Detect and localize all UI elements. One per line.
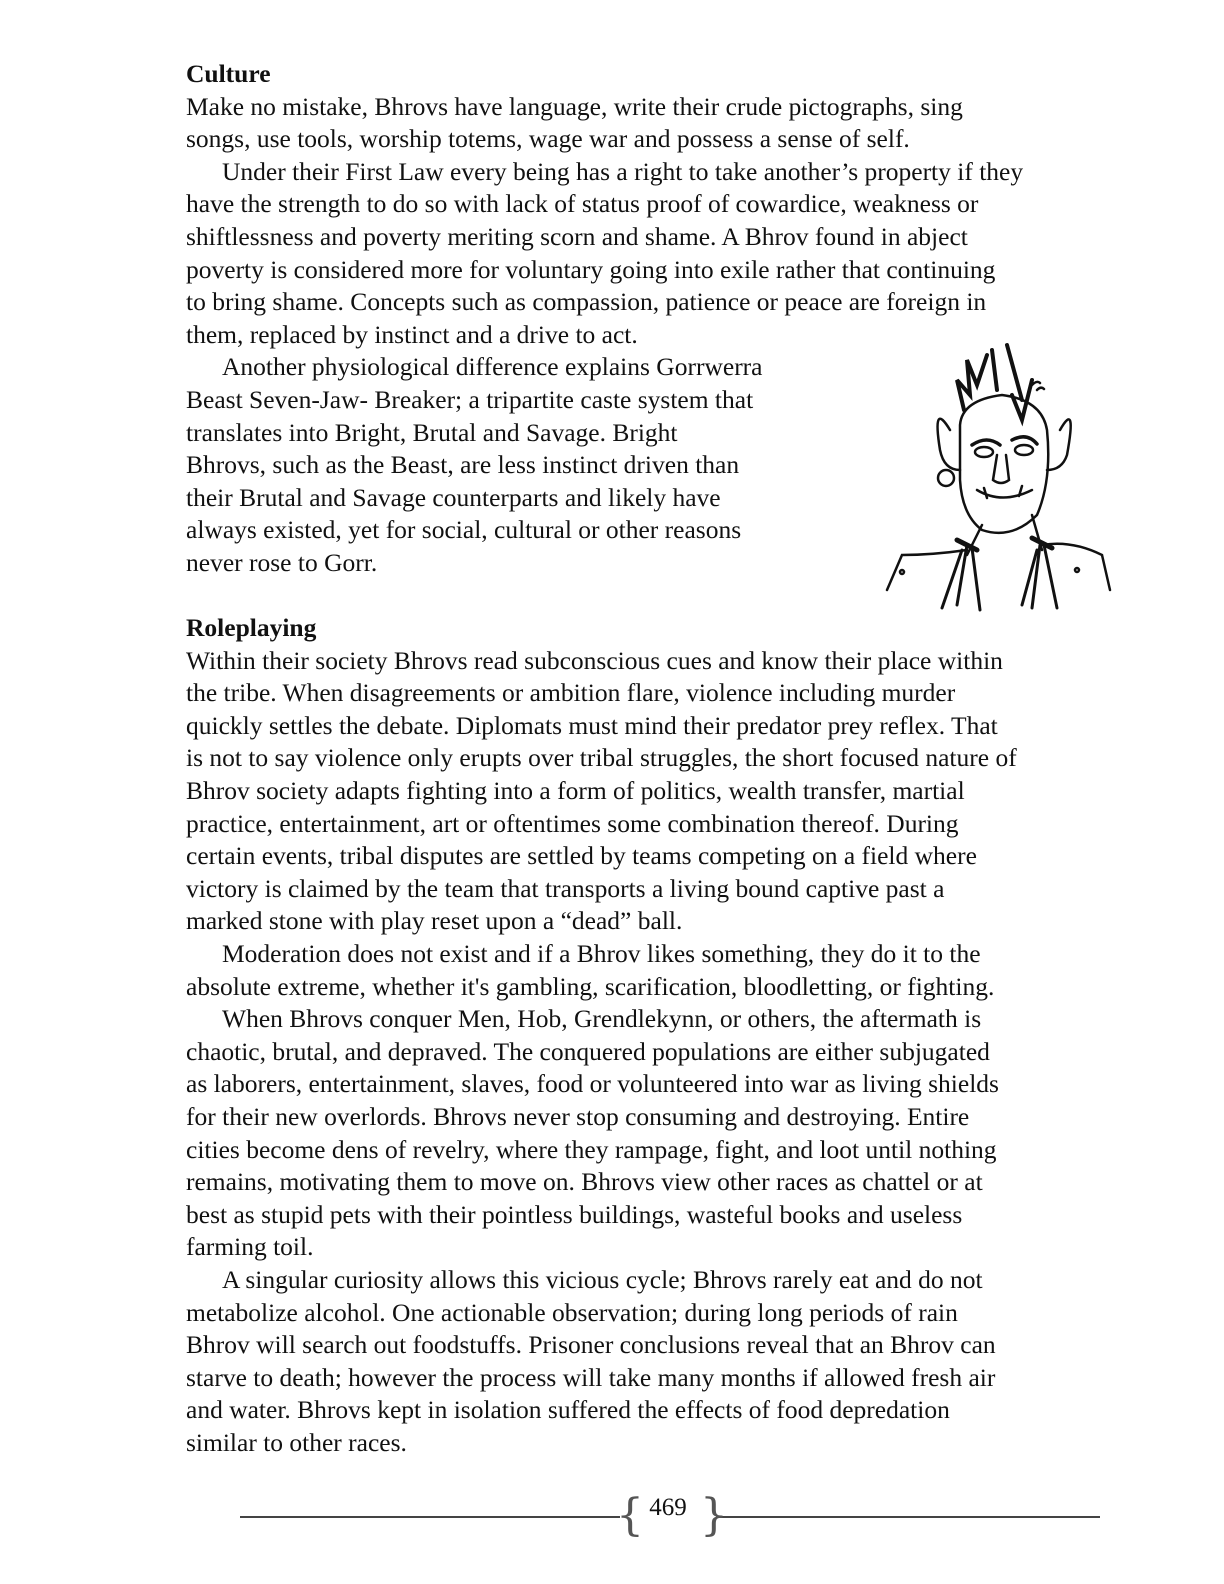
text-line: to bring shame. Concepts such as compassion, patience or peace are foreign in: [186, 287, 987, 317]
text-line: chaotic, brutal, and depraved. The conquered populations are either subjugated: [186, 1036, 990, 1066]
text-line: Moderation does not exist and if a Bhrov likes something, they do it to the: [222, 939, 981, 969]
text-line: Make no mistake, Bhrovs have language, write their crude pictographs, sing: [186, 91, 963, 121]
text-line: never rose to Gorr.: [186, 547, 378, 577]
text-line: starve to death; however the process will take many months if allowed fresh air: [186, 1362, 996, 1392]
text-line: metabolize alcohol. One actionable observation; during long periods of rain: [186, 1297, 958, 1327]
text-line: poverty is considered more for voluntary going into exile rather that continuing: [186, 254, 996, 284]
right-brace-ornament: }: [700, 1490, 728, 1541]
text-line: have the strength to do so with lack of status proof of cowardice, weakness or: [186, 189, 979, 219]
text-line: absolute extreme, whether it's gambling, scarification, bloodletting, or fighting.: [186, 971, 995, 1001]
text-line: practice, entertainment, art or oftentimes some combination thereof. During: [186, 808, 959, 838]
text-line: victory is claimed by the team that transports a living bound captive past a: [186, 873, 945, 903]
text-line: songs, use tools, worship totems, wage war and possess a sense of self.: [186, 124, 910, 154]
paragraph: [186, 156, 1166, 352]
text-line: is not to say violence only erupts over tribal struggles, the short focused nature of: [186, 743, 1017, 773]
text-line: similar to other races.: [186, 1427, 407, 1457]
paragraph: [186, 645, 1166, 938]
text-line: A singular curiosity allows this vicious cycle; Bhrovs rarely eat and do not: [222, 1264, 983, 1294]
text-line: remains, motivating them to move on. Bhrovs view other races as chattel or at: [186, 1167, 983, 1197]
section-heading-roleplaying: Roleplaying: [186, 613, 317, 643]
text-line: Beast Seven-Jaw- Breaker; a tripartite caste system that: [186, 384, 754, 414]
text-line: marked stone with play reset upon a “dead” ball.: [186, 906, 683, 936]
text-line: as laborers, entertainment, slaves, food or volunteered into war as living shields: [186, 1069, 999, 1099]
text-line: best as stupid pets with their pointless buildings, wasteful books and useless: [186, 1199, 963, 1229]
page-number: 469: [649, 1494, 687, 1521]
paragraph: [186, 1264, 1166, 1460]
text-line: Within their society Bhrovs read subconscious cues and know their place within: [186, 645, 1003, 675]
text-line: them, replaced by instinct and a drive to act.: [186, 319, 638, 349]
footer-rule-left: [240, 1516, 620, 1518]
text-line: certain events, tribal disputes are settled by teams competing on a field where: [186, 841, 977, 871]
text-line: Under their First Law every being has a right to take another’s property if they: [222, 156, 1024, 186]
page-body: [186, 58, 1166, 1460]
paragraph: [186, 1003, 1166, 1264]
text-line: the tribe. When disagreements or ambition flare, violence including murder: [186, 678, 956, 708]
text-line: translates into Bright, Brutal and Savage. Bright: [186, 417, 678, 447]
text-line: Bhrov will search out foodstuffs. Prisoner conclusions reveal that an Bhrov can: [186, 1330, 996, 1360]
bhrov-portrait-illustration: [872, 340, 1117, 615]
text-line: their Brutal and Savage counterparts and likely have: [186, 482, 721, 512]
text-line: cities become dens of revelry, where they rampage, fight, and loot until nothing: [186, 1134, 997, 1164]
text-line: Bhrovs, such as the Beast, are less instinct driven than: [186, 450, 740, 480]
text-line: and water. Bhrovs kept in isolation suffered the effects of food depredation: [186, 1395, 950, 1425]
text-line: shiftlessness and poverty meriting scorn and shame. A Bhrov found in abject: [186, 221, 968, 251]
text-line: When Bhrovs conquer Men, Hob, Grendlekynn, or others, the aftermath is: [222, 1004, 982, 1034]
left-brace-ornament: {: [616, 1490, 644, 1541]
paragraph: [186, 91, 1166, 156]
footer-rule-right: [716, 1516, 1100, 1518]
text-line: always existed, yet for social, cultural or other reasons: [186, 515, 742, 545]
section-heading-culture: Culture: [186, 59, 271, 88]
text-line: farming toil.: [186, 1232, 314, 1262]
text-line: for their new overlords. Bhrovs never stop consuming and destroying. Entire: [186, 1102, 970, 1131]
text-line: Another physiological difference explains Gorrwerra: [222, 352, 763, 382]
paragraph: [186, 938, 1166, 1003]
text-line: Bhrov society adapts fighting into a form of politics, wealth transfer, martial: [186, 776, 965, 806]
text-line: quickly settles the debate. Diplomats must mind their predator prey reflex. That: [186, 710, 998, 740]
